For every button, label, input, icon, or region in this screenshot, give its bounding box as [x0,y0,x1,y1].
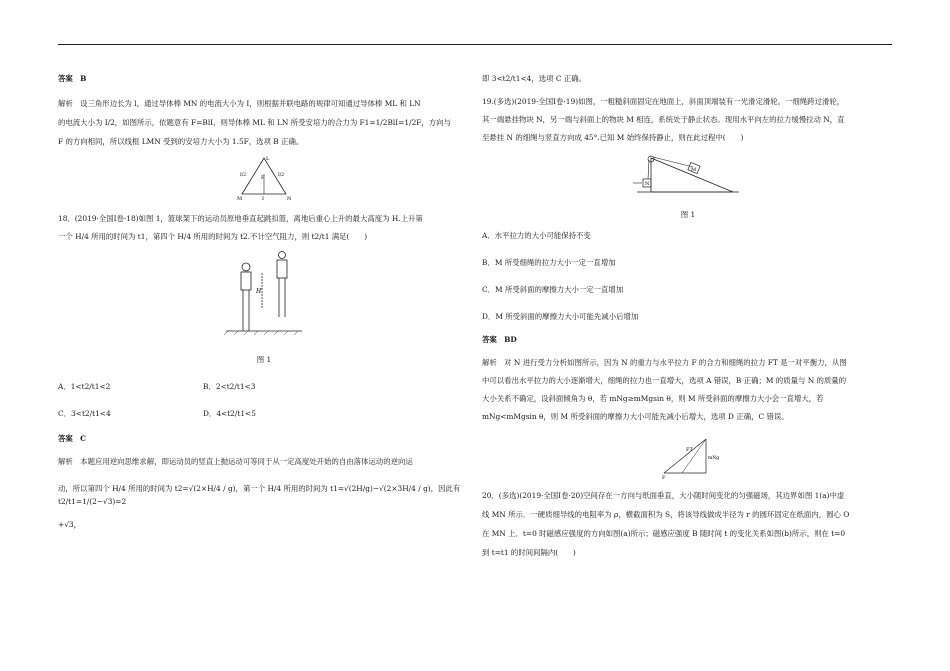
fig17-label-i: I [262,196,264,202]
triangle-figure [234,154,294,202]
fig17-label-f: F [261,175,265,181]
option-19-a: A．水平拉力的大小可能保持不变 [482,231,591,240]
force-triangle-figure [648,431,728,481]
fig17-label-l: L [266,156,270,162]
question-18-line1: 18．(2019·全国Ⅰ卷·18)如图 1，篮球架下的运动员原地垂直起跳扣篮，离地后重心上升的最大高度为 H.上升第 [58,214,423,223]
option-19-d: D．M 所受斜面的摩擦力大小可能先减小后增加 [482,312,639,321]
fig17-label-n: N [287,196,292,202]
fig17-label-right-current: I/2 [278,173,285,178]
option-19-c: C．M 所受斜面的摩擦力大小一定一直增加 [482,285,624,294]
question-20-line2: 线 MN 所示．一硬质细导线的电阻率为 ρ，横截面积为 S，将该导线做成半径为 r 的圆环固定在纸面内，圆心 O [482,510,850,519]
question-20-line4: 到 t=t1 的时间间隔内( ) [482,548,576,557]
header-rule [58,44,892,45]
question-19-line1: 19.(多选)(2019·全国Ⅰ卷·19)如图，一粗糙斜面固定在地面上，斜面顶端装有一光滑定滑轮。一细绳跨过滑轮， [482,97,845,106]
fig19b-label-f: F [662,475,666,481]
options-18-row2 [58,407,470,420]
answer-19: 答案 BD [482,335,517,344]
figure-19-caption: 图 1 [680,210,696,219]
fig19b-label-ft: FT [686,447,693,453]
options-18-row1 [58,380,470,393]
option-c: C．3<t2/t1<4 [58,409,111,418]
question-19-line3: 至悬挂 N 的细绳与竖直方向成 45°.已知 M 始终保持静止，则在此过程中( ) [482,133,744,142]
fig19-label-m: M [691,167,697,173]
question-20-line3: 在 MN 上．t=0 时磁感应强度的方向如图(a)所示；磁感应强度 B 随时间 t 的变化关系如图(b)所示，则在 t=0 [482,529,846,538]
left-column [58,72,470,531]
incline-figure [633,152,743,202]
explanation-18-line1: 解析 本题应用逆向思维求解，即运动员的竖直上抛运动可等同于从一定高度处开始的自由落体运动的逆向运 [58,457,413,466]
fig19-label-n: N [645,181,650,187]
option-b: B．2<t2/t1<3 [203,382,256,391]
explanation-19-line4: mNg<mMgsin θ，则 M 所受斜面的摩擦力大小可能先减小后增大，选项 D 正确，C 错误。 [482,412,789,421]
explanation-19-line1: 解析 对 N 进行受力分析如图所示，因为 N 的重力与水平拉力 F 的合力和细绳的拉力 FT 是一对平衡力，从图 [482,358,847,367]
option-a: A．1<t2/t1<2 [58,382,111,391]
fig19b-label-mng: mNg [708,456,720,461]
question-20-line1: 20．(多选)(2019·全国Ⅰ卷·20)空间存在一方向与纸面垂直，大小随时间变化的匀强磁场，其边界如图 1(a)中虚 [482,491,845,500]
basketball-figure [224,251,304,343]
answer-18: 答案 C [58,434,87,443]
explanation-17-line1: 解析 设三角形边长为 l，通过导体棒 MN 的电流大小为 I，则根据并联电路的规律可知通过导体棒 ML 和 LN [58,99,421,108]
option-d: D．4<t2/t1<5 [203,409,256,418]
explanation-18-line2: 动，所以第四个 H/4 所用的时间为 t2=√(2×H/4 / g)，第一个 H/4 所用的时间为 t1=√(2H/g)−√(2×3H/4 / g)，因此有 t2/t1=1/(2−√3)=2 [58,484,461,506]
figure-18-caption: 图 1 [256,355,272,364]
explanation-18-line3: +√3， [58,520,81,529]
answer-17: 答案 B [58,74,87,83]
question-18-line2: 一个 H/4 所用的时间为 t1，第四个 H/4 所用的时间为 t2.不计空气阻力，则 t2/t1 满足( ) [58,232,368,241]
explanation-19-line3: 大小关系不确定，设斜面倾角为 θ，若 mNg≥mMgsin θ，则 M 所受斜面的摩擦力大小会一直增大，若 [482,394,824,403]
explanation-17-line2: 的电流大小为 I/2，如图所示，依题意有 F=BlI，则导体棒 ML 和 LN 所受安培力的合力为 F1=1/2BlI=1/2F，方向与 [58,118,451,127]
option-19-b: B．M 所受细绳的拉力大小一定一直增加 [482,258,616,267]
right-column [482,72,894,559]
fig17-label-left-current: I/2 [240,173,247,178]
fig17-label-m: M [237,196,243,202]
explanation-19-line2: 中可以看出水平拉力的大小逐渐增大，细绳的拉力也一直增大，选项 A 错误，B 正确；M 的质量与 N 的质量的 [482,376,847,385]
explanation-17-line3: F 的方向相同，所以线框 LMN 受到的安培力大小为 1.5F，选项 B 正确。 [58,137,304,146]
question-19-line2: 其一端悬挂物块 N，另一端与斜面上的物块 M 相连，系统处于静止状态。现用水平向左的拉力缓慢拉动 N，直 [482,115,845,124]
answer-18-conclusion: 即 3<t2/t1<4，选项 C 正确。 [482,74,587,83]
fig18-label-h: H [256,288,262,295]
